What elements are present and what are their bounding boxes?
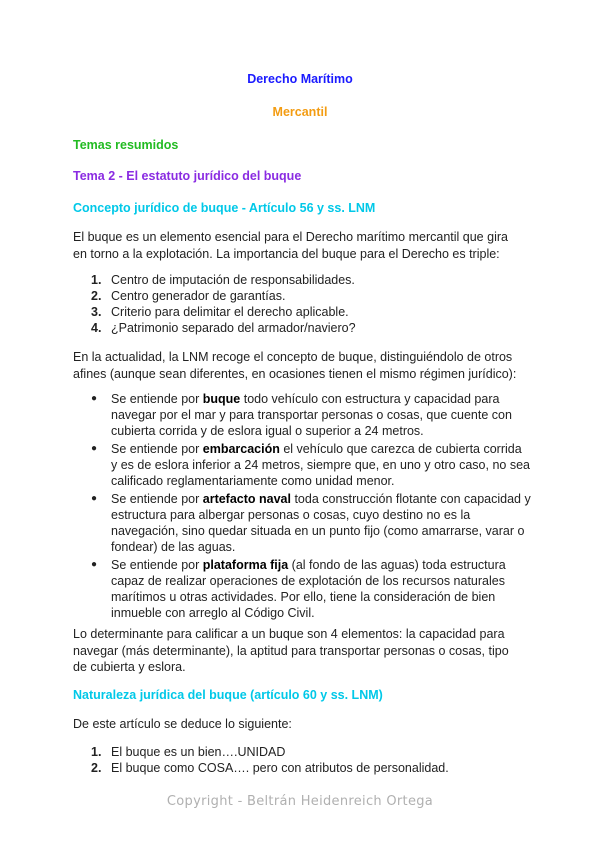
naturaleza-intro: De este artículo se deduce lo siguiente:	[73, 717, 292, 731]
bullet-icon: ●	[91, 393, 98, 404]
intro-paragraph: El buque es un elemento esencial para el Derecho marítimo mercantil que gira en torno a la explotación. La importancia del buque para el Derecho es triple:	[73, 230, 508, 261]
list-item: 1. El buque es un bien….UNIDAD	[91, 745, 286, 759]
list-item: ● Se entiende por buque todo vehículo con estructura y capacidad para navegar por el mar y para transportar personas o cosas, que cuente con cubierta corrida y de eslora igual o superior a 24 metros.	[91, 392, 512, 438]
importancia-list	[91, 272, 521, 336]
list-item: ● Se entiende por embarcación el vehículo que carezca de cubierta corrida y es de eslora inferior a 24 metros, siempre que, en uno y otro caso, no sea calificado reglamentariamente como unidad menor.	[91, 442, 530, 488]
definiciones-list	[91, 391, 531, 621]
naturaleza-list	[91, 744, 521, 776]
lnm-paragraph: En la actualidad, la LNM recoge el concepto de buque, distinguiéndolo de otros afines (aunque sean diferentes, en ocasiones tienen el mismo régimen jurídico):	[73, 350, 517, 381]
bullet-icon: ●	[91, 443, 98, 454]
list-item: 2. Centro generador de garantías.	[91, 289, 286, 303]
tema-heading: Tema 2 - El estatuto jurídico del buque	[73, 169, 302, 183]
section-heading: Temas resumidos	[73, 138, 179, 152]
copyright-footer: Copyright - Beltrán Heidenreich Ortega	[166, 794, 434, 809]
list-item: ● Se entiende por artefacto naval toda construcción flotante con capacidad y estructura para albergar personas o cosas, cuyo destino no es la navegación, sino quedar situada en un punto fijo (como amarrarse, varar o fondear) de las aguas.	[91, 492, 531, 554]
naturaleza-heading: Naturaleza jurídica del buque (artículo 60 y ss. LNM)	[73, 688, 383, 702]
bullet-icon: ●	[91, 559, 98, 570]
list-item: 1. Centro de imputación de responsabilidades.	[91, 273, 355, 287]
bullet-icon: ●	[91, 493, 98, 504]
concepto-heading: Concepto jurídico de buque - Artículo 56 y ss. LNM	[73, 201, 376, 215]
document-subtitle: Mercantil	[272, 105, 328, 119]
document-title: Derecho Marítimo	[247, 72, 353, 86]
list-item: ● Se entiende por plataforma fija (al fondo de las aguas) toda estructura capaz de realizar operaciones de explotación de los recursos naturales marítimos u otras actividades. Por ello, tiene la consideración de bien inmueble con arreglo al Código Civil.	[91, 558, 506, 620]
determinante-paragraph: Lo determinante para calificar a un buque son 4 elementos: la capacidad para navegar (más determinante), la aptitud para transportar personas o cosas, tipo de cubierta y eslora.	[73, 627, 509, 674]
list-item: 2. El buque como COSA…. pero con atributos de personalidad.	[91, 761, 449, 775]
list-item: 4. ¿Patrimonio separado del armador/naviero?	[91, 321, 356, 335]
list-item: 3. Criterio para delimitar el derecho aplicable.	[91, 305, 349, 319]
